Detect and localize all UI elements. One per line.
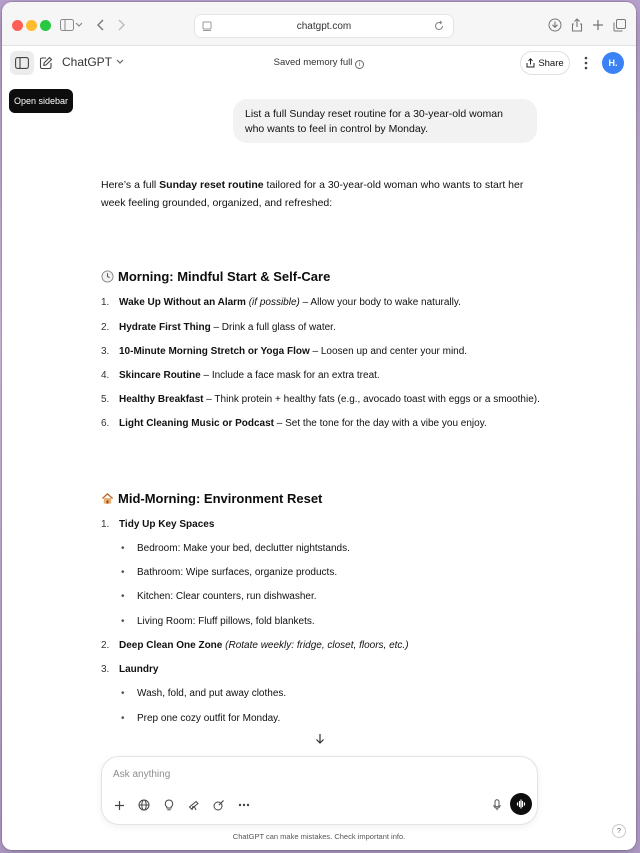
section-title: Mid-Morning: Environment Reset bbox=[118, 491, 323, 506]
item-number: 6. bbox=[101, 418, 110, 429]
browser-toolbar bbox=[2, 2, 636, 46]
section-heading-mid-morning bbox=[101, 490, 322, 508]
bullet-item bbox=[121, 590, 541, 604]
share-label: Share bbox=[538, 57, 564, 69]
item-text: – Think protein + healthy fats (e.g., avocado toast with eggs or a smoothie). bbox=[203, 394, 540, 405]
clock-icon bbox=[101, 270, 114, 283]
item-bold: Laundry bbox=[119, 664, 159, 675]
bullet-text: Bedroom: Make your bed, declutter nightstands. bbox=[137, 543, 350, 554]
deep-research-button[interactable] bbox=[184, 795, 204, 815]
chevron-down-icon[interactable] bbox=[74, 16, 84, 34]
item-bold: Healthy Breakfast bbox=[119, 394, 204, 405]
section-title: Morning: Mindful Start & Self-Care bbox=[118, 269, 331, 284]
scroll-to-bottom-button[interactable] bbox=[311, 730, 329, 748]
memory-status-label: Saved memory full bbox=[273, 57, 353, 68]
bullet-item bbox=[121, 615, 541, 629]
paintbrush-icon bbox=[213, 799, 225, 811]
list-item bbox=[101, 663, 541, 677]
share-sheet-icon[interactable] bbox=[568, 16, 586, 34]
info-icon[interactable]: i bbox=[355, 60, 364, 69]
bullet-dot: • bbox=[121, 567, 125, 578]
address-bar[interactable] bbox=[194, 14, 454, 38]
bullet-text: Bathroom: Wipe surfaces, organize products. bbox=[137, 567, 338, 578]
item-bold: Deep Clean One Zone bbox=[119, 640, 223, 651]
list-item bbox=[101, 321, 541, 335]
item-text: – Include a face mask for an extra treat. bbox=[200, 370, 380, 381]
item-text: – Drink a full glass of water. bbox=[210, 322, 336, 333]
avatar-initial: H. bbox=[608, 58, 618, 68]
bullet-item bbox=[121, 687, 541, 701]
bullet-dot: • bbox=[121, 543, 125, 554]
list-item bbox=[101, 369, 541, 383]
more-tools-button[interactable] bbox=[234, 795, 254, 815]
help-label: ? bbox=[617, 827, 621, 835]
user-message bbox=[233, 99, 537, 143]
item-number: 5. bbox=[101, 394, 110, 405]
house-icon bbox=[101, 492, 114, 505]
list-item bbox=[101, 296, 541, 310]
more-options-button[interactable] bbox=[578, 52, 594, 74]
upload-icon bbox=[526, 58, 535, 68]
browser-window bbox=[2, 2, 636, 850]
prompt-input[interactable] bbox=[113, 769, 413, 780]
bullet-dot: • bbox=[121, 616, 125, 627]
tab-overview-icon[interactable] bbox=[610, 16, 628, 34]
user-message-text: List a full Sunday reset routine for a 30-year-old woman who wants to feel in control by Monday. bbox=[245, 108, 503, 135]
bullet-item bbox=[121, 542, 541, 556]
list-item bbox=[101, 417, 541, 431]
tooltip-text: Open sidebar bbox=[13, 96, 69, 106]
item-number: 3. bbox=[101, 346, 110, 357]
item-bold: Wake Up Without an Alarm bbox=[119, 297, 246, 308]
voice-mode-button[interactable] bbox=[510, 793, 532, 815]
plus-icon bbox=[114, 800, 125, 811]
vertical-dots-icon bbox=[584, 56, 588, 70]
composer bbox=[101, 756, 538, 825]
bullet-item bbox=[121, 566, 541, 580]
prompt-placeholder: Ask anything bbox=[113, 769, 171, 780]
create-image-button[interactable] bbox=[209, 795, 229, 815]
item-text: – Loosen up and center your mind. bbox=[309, 346, 468, 357]
item-bold: Skincare Routine bbox=[119, 370, 201, 381]
intro-text: Here’s a full bbox=[101, 179, 160, 191]
item-number: 3. bbox=[101, 664, 110, 675]
bullet-text: Living Room: Fluff pillows, fold blankets. bbox=[137, 616, 315, 627]
item-bold: 10-Minute Morning Stretch or Yoga Flow bbox=[119, 346, 310, 357]
item-number: 4. bbox=[101, 370, 110, 381]
zoom-window-button[interactable] bbox=[40, 20, 51, 31]
list-item bbox=[101, 345, 541, 359]
microphone-icon bbox=[493, 799, 501, 811]
minimize-window-button[interactable] bbox=[26, 20, 37, 31]
page-icon bbox=[201, 20, 213, 32]
model-name: ChatGPT bbox=[62, 55, 113, 69]
bullet-text: Wash, fold, and put away clothes. bbox=[137, 688, 287, 699]
bullet-text: Prep one cozy outfit for Monday. bbox=[137, 713, 281, 724]
list-item bbox=[101, 639, 541, 653]
bullet-item bbox=[121, 712, 541, 726]
list-item bbox=[101, 393, 541, 407]
list-item bbox=[101, 518, 541, 532]
telescope-icon bbox=[188, 799, 200, 811]
bullet-text: Kitchen: Clear counters, run dishwasher. bbox=[137, 591, 317, 602]
arrow-down-icon bbox=[315, 733, 325, 745]
back-icon[interactable] bbox=[92, 16, 110, 34]
download-icon[interactable] bbox=[546, 16, 564, 34]
close-window-button[interactable] bbox=[12, 20, 23, 31]
disclaimer bbox=[2, 832, 636, 841]
intro-bold: Sunday reset routine bbox=[159, 179, 264, 191]
add-attachment-button[interactable] bbox=[109, 795, 129, 815]
avatar[interactable] bbox=[602, 52, 624, 74]
item-italic: (Rotate weekly: fridge, closet, floors, etc.) bbox=[222, 640, 409, 651]
bullet-dot: • bbox=[121, 591, 125, 602]
item-number: 2. bbox=[101, 322, 110, 333]
section-heading-morning bbox=[101, 268, 330, 286]
item-bold: Hydrate First Thing bbox=[119, 322, 211, 333]
app-header bbox=[2, 46, 636, 82]
item-italic: (if possible) bbox=[245, 297, 300, 308]
item-text: – Set the tone for the day with a vibe you enjoy. bbox=[274, 418, 487, 429]
globe-icon bbox=[138, 799, 150, 811]
item-bold: Tidy Up Key Spaces bbox=[119, 519, 215, 530]
url-text: chatgpt.com bbox=[296, 20, 352, 32]
item-text: – Allow your body to wake naturally. bbox=[299, 297, 461, 308]
help-button[interactable] bbox=[612, 824, 626, 838]
waveform-icon bbox=[516, 799, 526, 809]
dictate-button[interactable] bbox=[488, 795, 506, 815]
bullet-dot: • bbox=[121, 713, 125, 724]
forward-icon[interactable] bbox=[112, 16, 130, 34]
item-bold: Light Cleaning Music or Podcast bbox=[119, 418, 275, 429]
reason-button[interactable] bbox=[159, 795, 179, 815]
item-number: 1. bbox=[101, 297, 110, 308]
tooltip bbox=[9, 89, 73, 113]
share-button[interactable] bbox=[520, 51, 570, 75]
assistant-intro bbox=[101, 176, 541, 212]
new-tab-icon[interactable] bbox=[589, 16, 607, 34]
search-web-button[interactable] bbox=[134, 795, 154, 815]
bullet-dot: • bbox=[121, 688, 125, 699]
disclaimer-text: ChatGPT can make mistakes. Check important info. bbox=[232, 832, 406, 841]
intro-text-end: tailored for a 30-year-old woman who wants to start her week feeling grounded, organized, and refreshed: bbox=[101, 179, 524, 209]
item-number: 1. bbox=[101, 519, 110, 530]
reload-icon[interactable] bbox=[433, 20, 445, 32]
item-number: 2. bbox=[101, 640, 110, 651]
lightbulb-icon bbox=[164, 799, 174, 811]
horizontal-dots-icon bbox=[238, 803, 250, 807]
